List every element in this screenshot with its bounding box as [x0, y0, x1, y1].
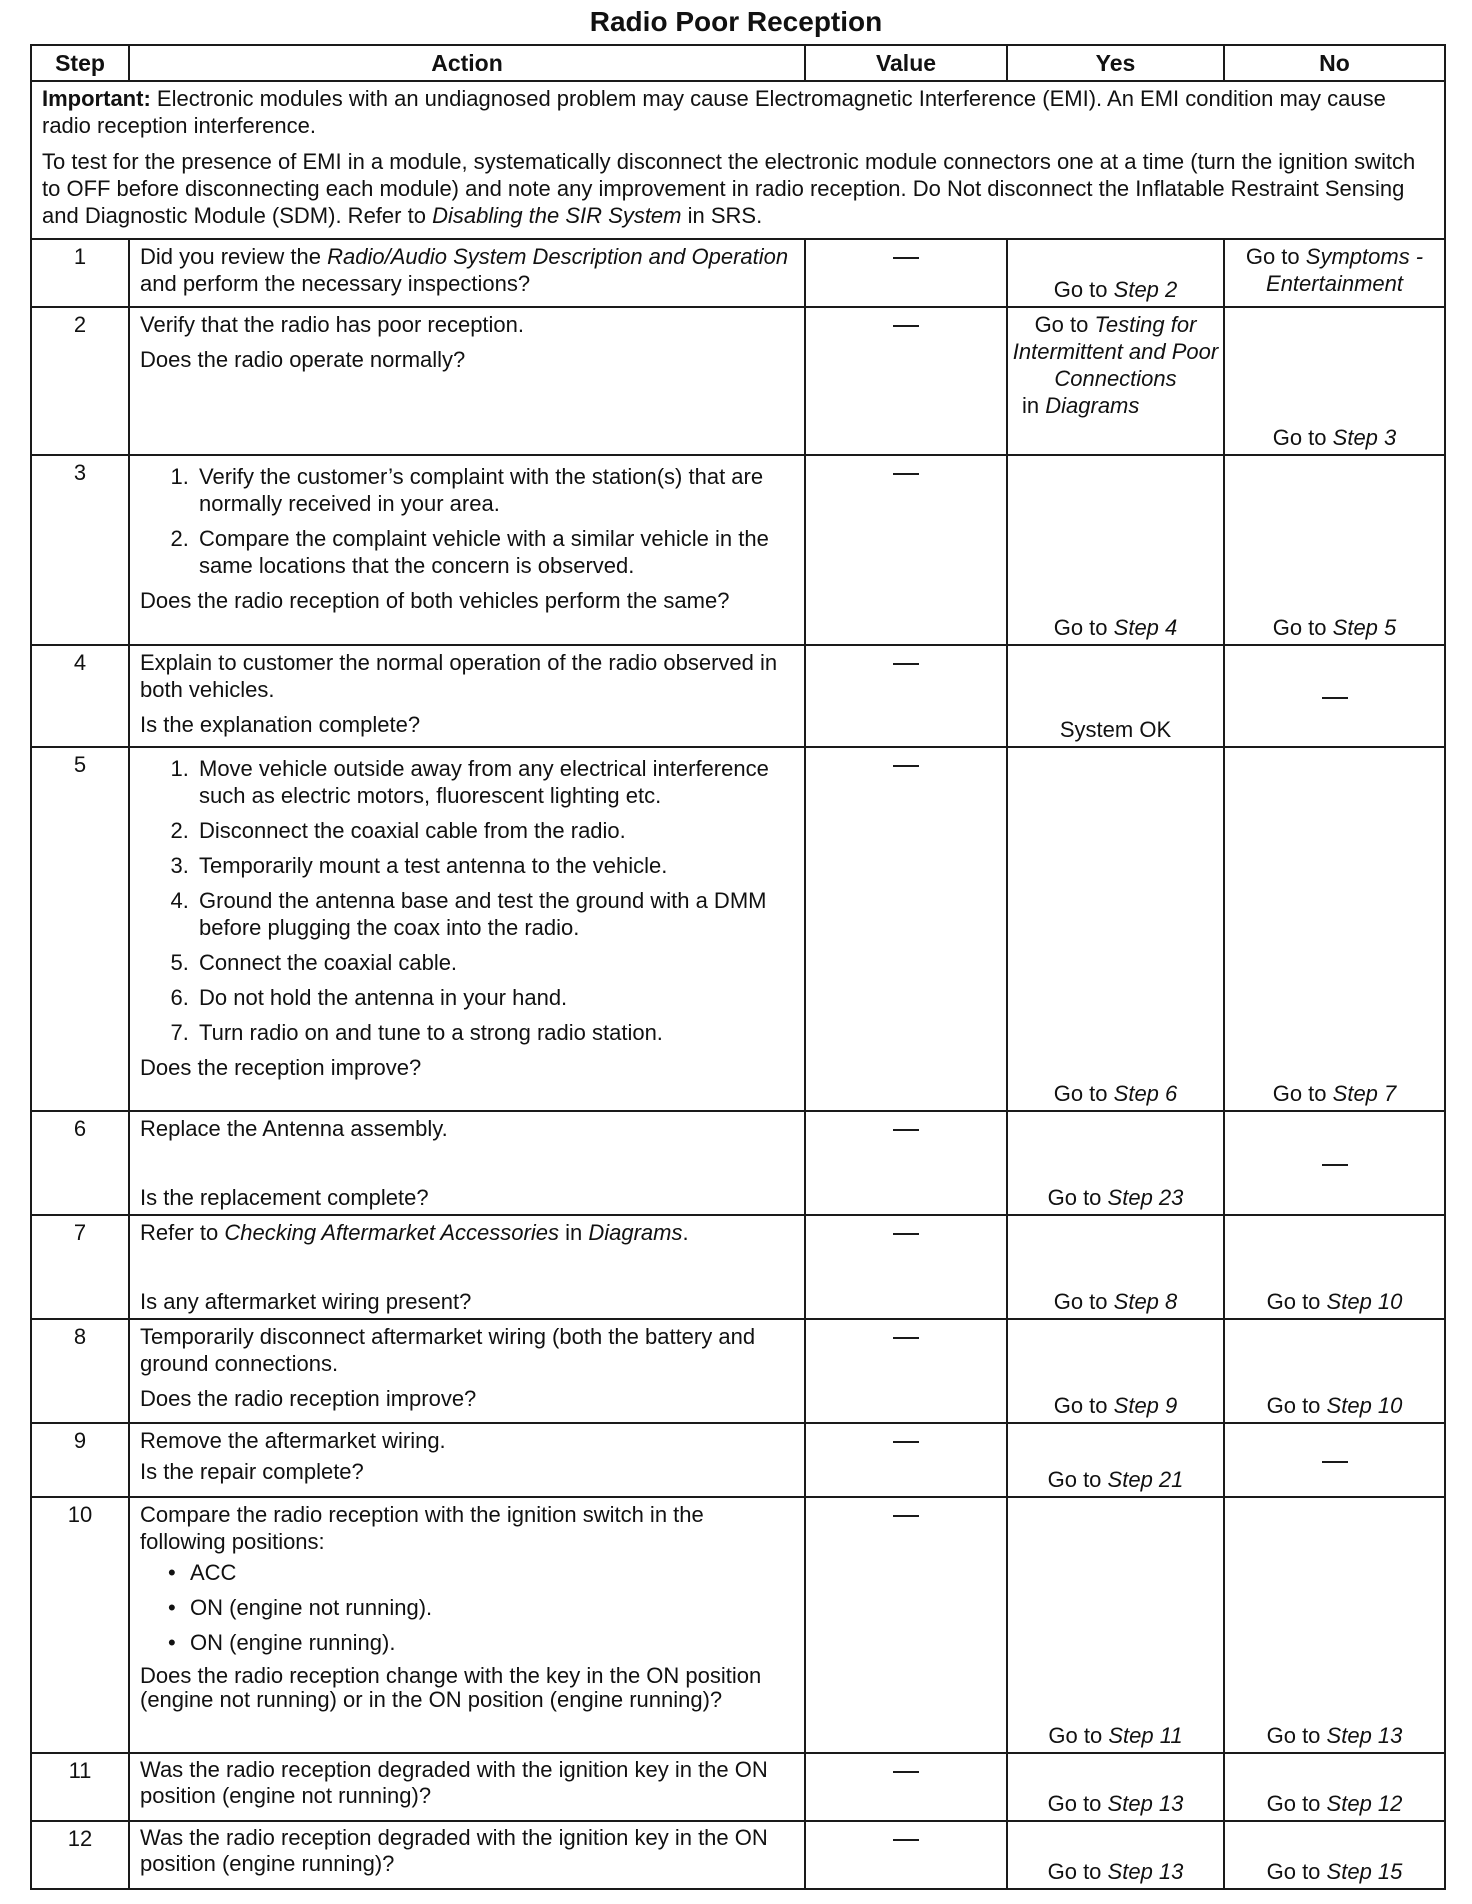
procedure-list [140, 755, 794, 1046]
list-item: 3. Temporarily mount a test antenna to the vehicle. [195, 852, 794, 879]
dash-mark [893, 663, 919, 665]
yes-cell [1007, 1821, 1224, 1889]
action-text: Replace the Antenna assembly. [140, 1116, 448, 1141]
table-row [31, 1111, 1445, 1215]
procedure-list [140, 463, 794, 579]
dash-mark [1322, 697, 1348, 699]
goto-text: Go to [1245, 244, 1300, 269]
step-number: 3 [31, 455, 129, 645]
col-header-action: Action [129, 45, 805, 81]
dash-mark [893, 1771, 919, 1773]
step-reference: Step 7 [1332, 1081, 1397, 1106]
table-row [31, 1753, 1445, 1821]
step-number: 10 [31, 1497, 129, 1753]
table-row [31, 1319, 1445, 1423]
step-reference: Step 13 [1107, 1791, 1184, 1816]
doc-reference: Symptoms - Entertainment [1266, 244, 1424, 296]
action-text: Did you review the [140, 244, 328, 269]
step-reference: Step 9 [1113, 1393, 1178, 1418]
dash-mark [893, 325, 919, 327]
action-cell [129, 1821, 805, 1889]
doc-reference: Radio/Audio System Description and Operation [327, 244, 789, 269]
goto-text: Go to [1272, 425, 1327, 450]
no-cell [1224, 1319, 1445, 1423]
action-text: Refer to [140, 1220, 225, 1245]
list-item: 2. Compare the complaint vehicle with a similar vehicle in the same locations that the concern is observed. [195, 525, 794, 579]
action-cell [129, 1319, 805, 1423]
goto-text: Go to [1034, 312, 1089, 337]
yes-cell [1007, 1753, 1224, 1821]
step-reference: Step 13 [1107, 1859, 1184, 1884]
no-cell [1224, 1821, 1445, 1889]
doc-reference: Testing for Intermittent and Poor Connections [1012, 312, 1219, 391]
step-number: 8 [31, 1319, 129, 1423]
no-cell [1224, 239, 1445, 307]
important-label: Important: [42, 86, 151, 111]
goto-text: Go to [1053, 1081, 1108, 1106]
list-item: 4. Ground the antenna base and test the ground with a DMM before plugging the coax into the radio. [195, 887, 794, 941]
value-cell [805, 455, 1007, 645]
step-number: 12 [31, 1821, 129, 1889]
action-question: Is the repair complete? [140, 1459, 364, 1484]
goto-text: Go to [1048, 1723, 1103, 1748]
step-number: 7 [31, 1215, 129, 1319]
value-cell [805, 747, 1007, 1111]
dash-mark [893, 1441, 919, 1443]
goto-text: Go to [1053, 1289, 1108, 1314]
action-cell [129, 1423, 805, 1497]
doc-reference: Diagrams [588, 1220, 683, 1245]
important-note [31, 81, 1445, 239]
yes-cell [1007, 239, 1224, 307]
no-cell [1224, 1753, 1445, 1821]
step-number: 1 [31, 239, 129, 307]
value-cell [805, 1423, 1007, 1497]
doc-reference: Checking Aftermarket Accessories [224, 1220, 559, 1245]
action-question: Was the radio reception degraded with the ignition key in the ON position (engine not running)? [140, 1757, 768, 1808]
step-reference: Step 2 [1113, 277, 1178, 302]
important-note-row [31, 81, 1445, 239]
value-cell [805, 239, 1007, 307]
no-cell [1224, 1111, 1445, 1215]
step-reference: Step 10 [1326, 1393, 1403, 1418]
goto-text: Go to [1272, 615, 1327, 640]
list-item: 1. Verify the customer’s complaint with the station(s) that are normally received in your area. [195, 463, 794, 517]
position-list [140, 1559, 794, 1656]
value-cell [805, 307, 1007, 455]
table-row [31, 1215, 1445, 1319]
document-title: Radio Poor Reception [589, 6, 883, 37]
action-cell [129, 307, 805, 455]
action-question: Does the radio reception improve? [140, 1386, 477, 1411]
action-text: and perform the necessary inspections? [140, 271, 531, 296]
dash-mark [1322, 1164, 1348, 1166]
dash-mark [893, 1839, 919, 1841]
action-question: Does the radio operate normally? [140, 347, 466, 372]
value-cell [805, 645, 1007, 747]
step-reference: Step 4 [1113, 615, 1178, 640]
action-text: . [682, 1220, 689, 1245]
action-question: Does the reception improve? [140, 1055, 422, 1080]
dash-mark [893, 1515, 919, 1517]
step-reference: Step 10 [1326, 1289, 1403, 1314]
step-number: 9 [31, 1423, 129, 1497]
action-cell [129, 747, 805, 1111]
action-cell [129, 239, 805, 307]
result-text: System OK [1059, 717, 1172, 742]
important-text-2-end: in SRS. [681, 203, 763, 228]
value-cell [805, 1215, 1007, 1319]
dash-mark [893, 257, 919, 259]
goto-text: Go to [1266, 1859, 1321, 1884]
table-row [31, 747, 1445, 1111]
list-item: 6. Do not hold the antenna in your hand. [195, 984, 794, 1011]
dash-mark [1322, 1461, 1348, 1463]
important-text-1: Electronic modules with an undiagnosed problem may cause Electromagnetic Interference (EMI). An EMI condition may cause radio reception interference. [42, 86, 1386, 138]
step-reference: Step 5 [1332, 615, 1397, 640]
step-reference: Step 8 [1113, 1289, 1178, 1314]
action-question: Is the explanation complete? [140, 712, 421, 737]
table-row [31, 307, 1445, 455]
action-text: Temporarily disconnect aftermarket wiring (both the battery and ground connections. [140, 1324, 756, 1376]
no-cell [1224, 307, 1445, 455]
action-question: Is the replacement complete? [140, 1185, 429, 1210]
table-row [31, 239, 1445, 307]
dash-mark [893, 765, 919, 767]
goto-text: Go to [1053, 277, 1108, 302]
step-reference: Step 13 [1326, 1723, 1403, 1748]
list-item: 5. Connect the coaxial cable. [195, 949, 794, 976]
yes-cell [1007, 645, 1224, 747]
col-header-step: Step [31, 45, 129, 81]
yes-cell [1007, 307, 1224, 455]
action-text: Remove the aftermarket wiring. [140, 1428, 446, 1453]
dash-mark [893, 473, 919, 475]
yes-cell [1007, 1497, 1224, 1753]
step-reference: Step 23 [1107, 1185, 1184, 1210]
action-text: in [558, 1220, 589, 1245]
table-row [31, 645, 1445, 747]
no-cell [1224, 645, 1445, 747]
action-cell [129, 645, 805, 747]
action-question: Was the radio reception degraded with the ignition key in the ON position (engine running)? [140, 1825, 768, 1876]
step-reference: Step 21 [1107, 1467, 1184, 1492]
action-question: Is any aftermarket wiring present? [140, 1289, 472, 1314]
goto-text: Go to [1053, 1393, 1108, 1418]
dash-mark [893, 1233, 919, 1235]
action-cell [129, 1111, 805, 1215]
goto-text: Go to [1047, 1859, 1102, 1884]
value-cell [805, 1497, 1007, 1753]
dash-mark [893, 1129, 919, 1131]
table-row [31, 455, 1445, 645]
col-header-no: No [1224, 45, 1445, 81]
table-row [31, 1423, 1445, 1497]
doc-reference: Diagrams [1045, 393, 1140, 418]
action-text: Explain to customer the normal operation of the radio observed in both vehicles. [140, 650, 778, 702]
action-cell [129, 1497, 805, 1753]
goto-text: Go to [1047, 1791, 1102, 1816]
dash-mark [893, 1337, 919, 1339]
col-header-value: Value [805, 45, 1007, 81]
no-cell [1224, 455, 1445, 645]
yes-cell [1007, 1111, 1224, 1215]
yes-cell [1007, 1215, 1224, 1319]
goto-text: Go to [1266, 1289, 1321, 1314]
step-reference: Step 6 [1113, 1081, 1178, 1106]
step-reference: Step 12 [1326, 1791, 1403, 1816]
goto-text: Go to [1047, 1185, 1102, 1210]
yes-cell [1007, 455, 1224, 645]
no-cell [1224, 1423, 1445, 1497]
goto-text: Go to [1272, 1081, 1327, 1106]
important-text-2: To test for the presence of EMI in a module, systematically disconnect the electronic module connectors one at a time (turn the ignition switch to OFF before disconnecting each module) and note any improvement in radio reception. Do Not disconnect the Inflatable Restraint Sensing and Diagnostic Module (SDM). Refer to [42, 149, 1416, 228]
yes-cell [1007, 747, 1224, 1111]
step-reference: Step 3 [1332, 425, 1397, 450]
no-cell [1224, 1497, 1445, 1753]
step-number: 6 [31, 1111, 129, 1215]
list-item: 7. Turn radio on and tune to a strong radio station. [195, 1019, 794, 1046]
list-item: • ACC [190, 1559, 794, 1586]
yes-cell [1007, 1319, 1224, 1423]
action-text: Compare the radio reception with the ignition switch in the following positions: [140, 1502, 704, 1554]
list-item: • ON (engine running). [190, 1629, 794, 1656]
step-number: 2 [31, 307, 129, 455]
action-cell [129, 1753, 805, 1821]
yes-cell [1007, 1423, 1224, 1497]
step-reference: Step 11 [1108, 1723, 1183, 1748]
no-cell [1224, 1215, 1445, 1319]
goto-text: Go to [1266, 1723, 1321, 1748]
step-number: 11 [31, 1753, 129, 1821]
action-text: in [1022, 393, 1040, 418]
action-question: Does the radio reception of both vehicles perform the same? [140, 588, 730, 613]
diagnostic-table [30, 44, 1446, 1890]
value-cell [805, 1753, 1007, 1821]
table-row [31, 1497, 1445, 1753]
list-item: • ON (engine not running). [190, 1594, 794, 1621]
value-cell [805, 1319, 1007, 1423]
value-cell [805, 1111, 1007, 1215]
goto-text: Go to [1047, 1467, 1102, 1492]
sir-reference: Disabling the SIR System [432, 203, 682, 228]
header-row [31, 45, 1445, 81]
value-cell [805, 1821, 1007, 1889]
action-question: Does the radio reception change with the key in the ON position (engine not running) or in the ON position (engine running)? [140, 1663, 762, 1712]
goto-text: Go to [1266, 1393, 1321, 1418]
action-text: Verify that the radio has poor reception. [140, 312, 525, 337]
step-number: 4 [31, 645, 129, 747]
goto-text: Go to [1053, 615, 1108, 640]
col-header-yes: Yes [1007, 45, 1224, 81]
action-cell [129, 455, 805, 645]
list-item: 2. Disconnect the coaxial cable from the radio. [195, 817, 794, 844]
goto-text: Go to [1266, 1791, 1321, 1816]
list-item: 1. Move vehicle outside away from any electrical interference such as electric motors, fluorescent lighting etc. [195, 755, 794, 809]
step-reference: Step 15 [1326, 1859, 1403, 1884]
step-number: 5 [31, 747, 129, 1111]
table-row [31, 1821, 1445, 1889]
no-cell [1224, 747, 1445, 1111]
action-cell [129, 1215, 805, 1319]
